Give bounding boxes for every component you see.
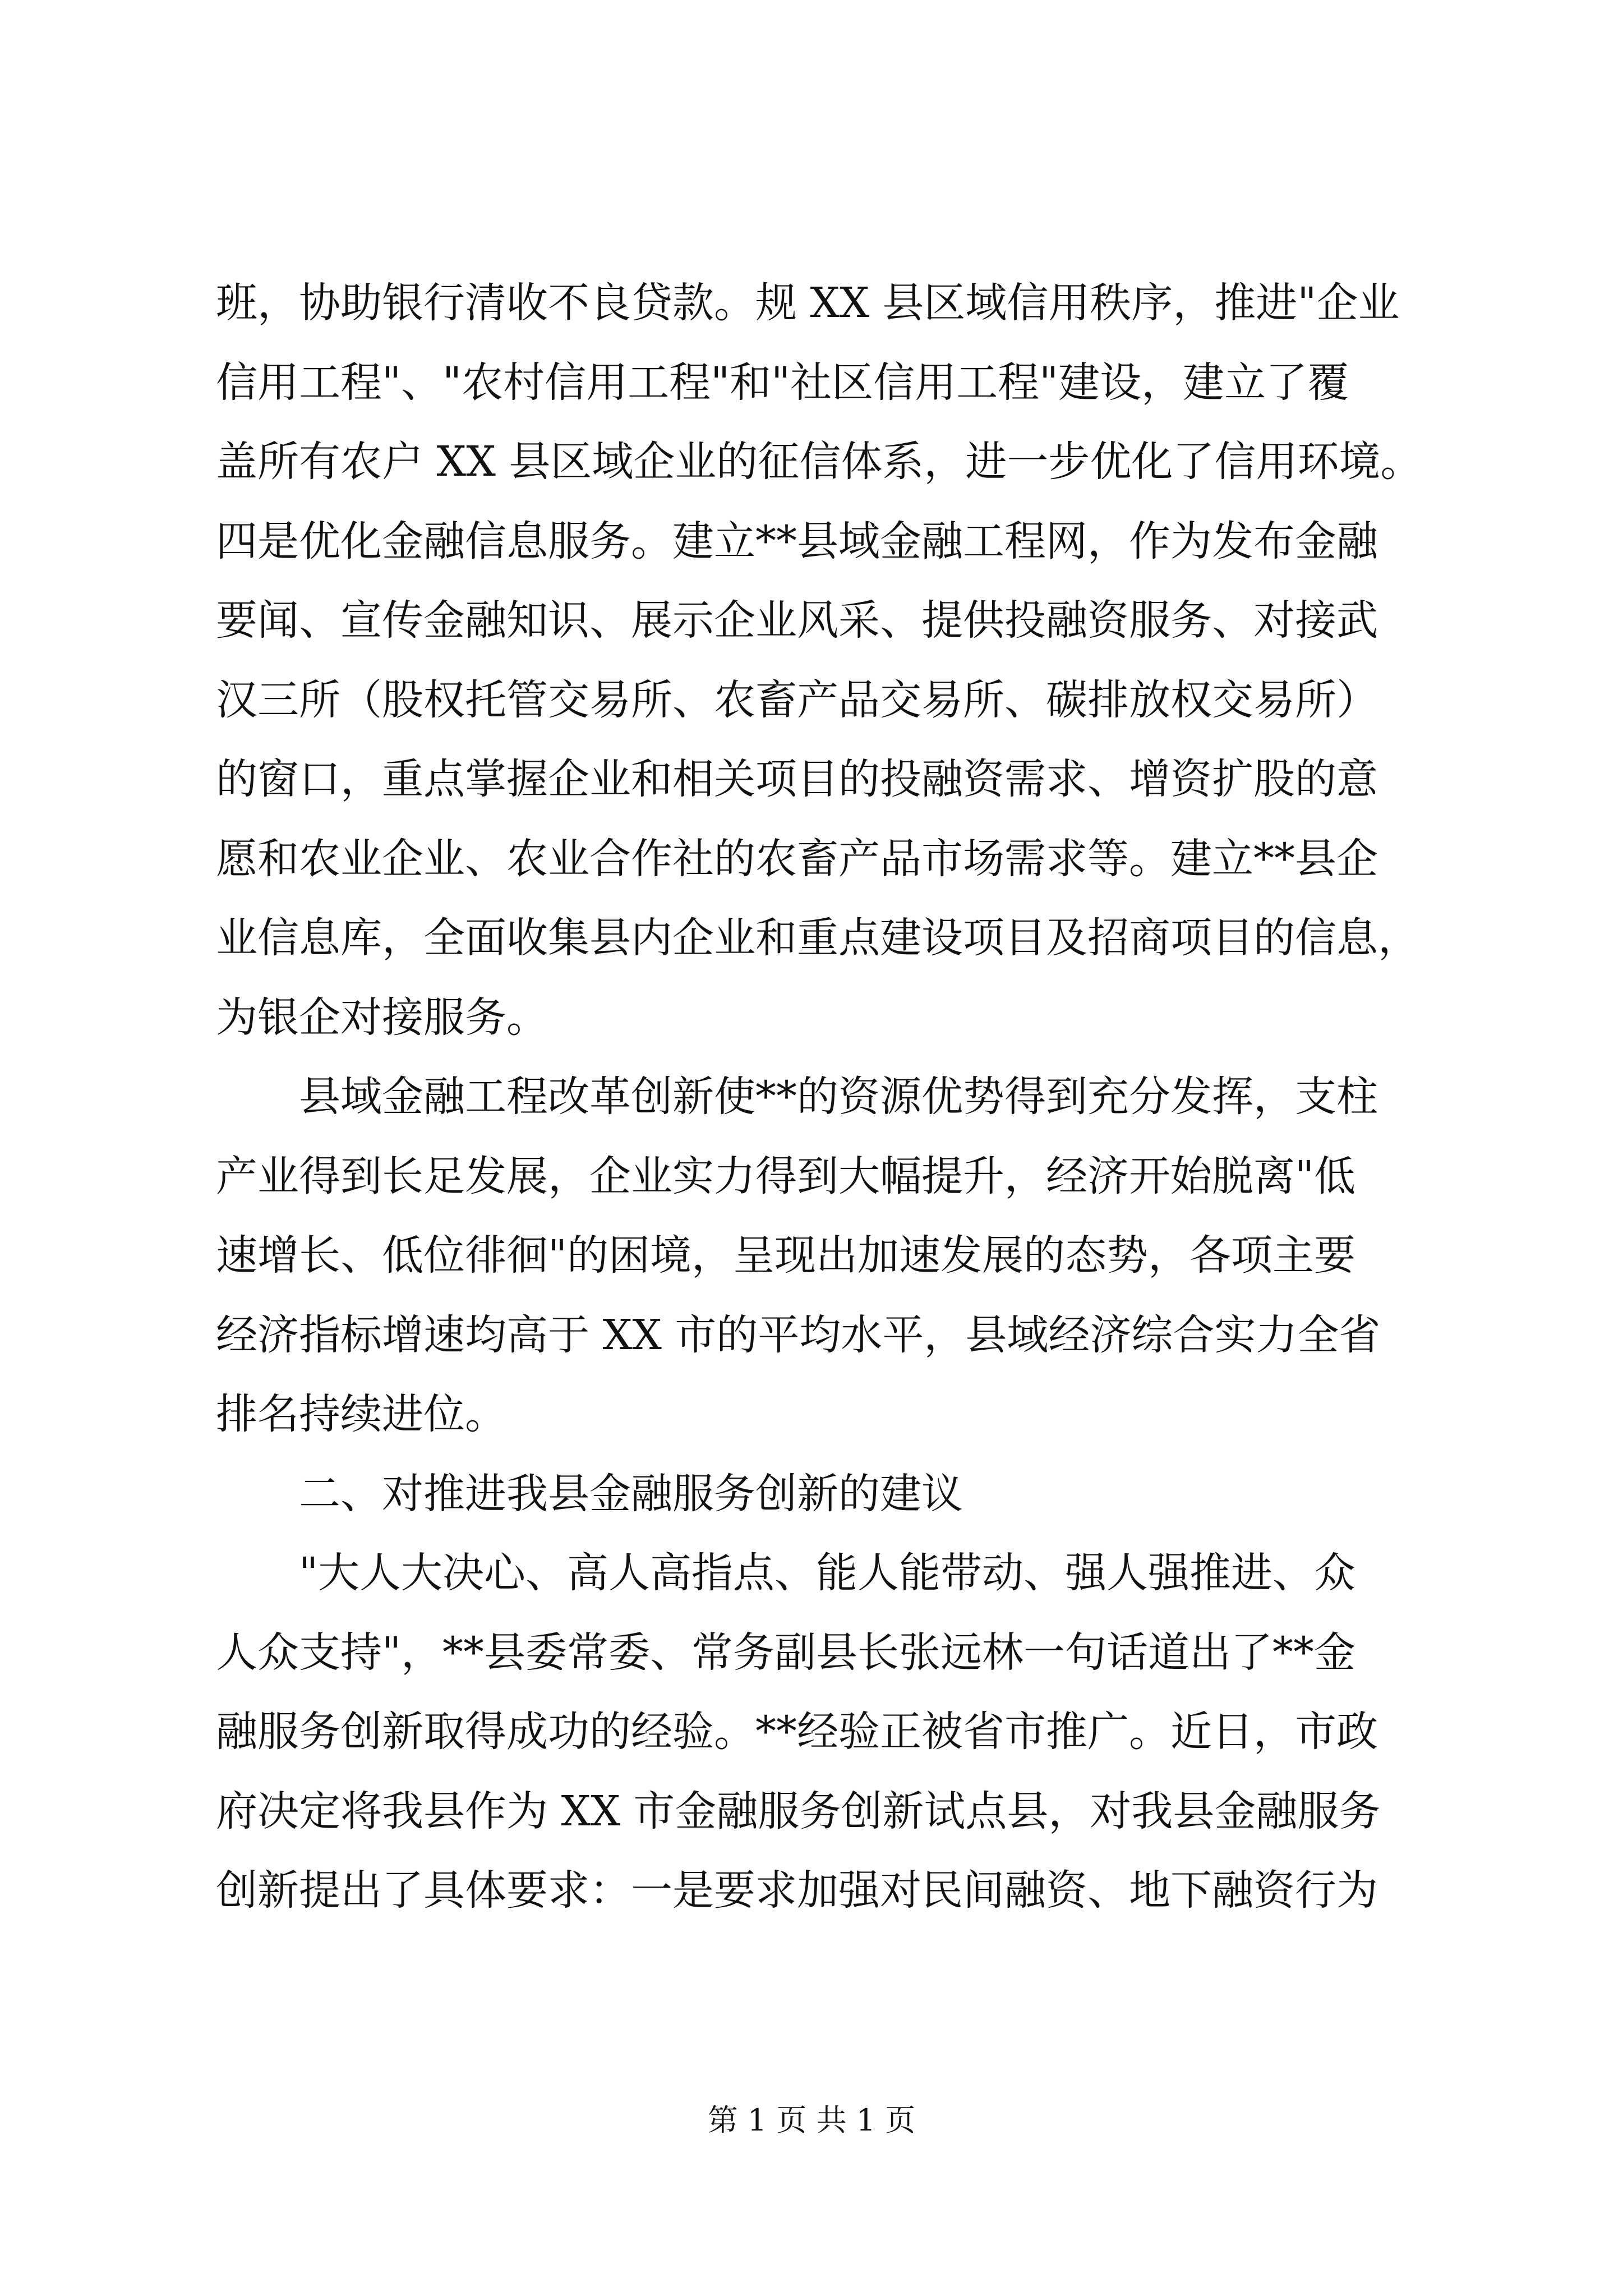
body-line: 县域金融工程改革创新使**的资源优势得到充分发挥，支柱 — [216, 1073, 1378, 1121]
body-line: 速增长、低位徘徊"的困境，呈现出加速发展的态势，各项主要 — [216, 1231, 1356, 1280]
body-line: 四是优化金融信息服务。建立**县域金融工程网，作为发布金融 — [216, 517, 1378, 565]
body-line: 的窗口，重点掌握企业和相关项目的投融资需求、增资扩股的意 — [216, 755, 1378, 803]
body-line: 排名持续进位。 — [216, 1390, 506, 1438]
body-line: 班，协助银行清收不良贷款。规 XX 县区域信用秩序，推进"企业 — [216, 279, 1400, 327]
body-line: 融服务创新取得成功的经验。**经验正被省市推广。近日，市政 — [216, 1708, 1378, 1756]
body-line: 汉三所（股权托管交易所、农畜产品交易所、碳排放权交易所） — [216, 675, 1378, 724]
document-body — [216, 264, 1422, 1931]
body-line: 产业得到长足发展，企业实力得到大幅提升，经济开始脱离"低 — [216, 1152, 1356, 1200]
body-line: 为银企对接服务。 — [216, 993, 548, 1042]
body-line: "大人大决心、高人高指点、能人能带动、强人强推进、众 — [216, 1549, 1356, 1597]
body-line: 要闻、宣传金融知识、展示企业风采、提供投融资服务、对接武 — [216, 596, 1378, 645]
body-line: 创新提出了具体要求：一是要求加强对民间融资、地下融资行为 — [216, 1866, 1378, 1915]
body-line: 府决定将我县作为 XX 市金融服务创新试点县，对我县金融服务 — [216, 1787, 1381, 1835]
page-footer: 第 1 页 共 1 页 — [707, 2102, 916, 2138]
body-line: 信用工程"、"农村信用工程"和"社区信用工程"建设，建立了覆 — [216, 358, 1349, 407]
body-line: 盖所有农户 XX 县区域企业的征信体系，进一步优化了信用环境。 — [216, 438, 1422, 486]
body-line: 业信息库，全面收集县内企业和重点建设项目及招商项目的信息， — [216, 914, 1419, 962]
body-line: 人众支持"，**县委常委、常务副县长张远林一句话道出了**金 — [216, 1628, 1356, 1677]
body-line: 愿和农业企业、农业合作社的农畜产品市场需求等。建立**县企 — [216, 834, 1378, 883]
body-line: 经济指标增速均高于 XX 市的平均水平，县域经济综合实力全省 — [216, 1310, 1381, 1359]
section-heading: 二、对推进我县金融服务创新的建议 — [216, 1469, 963, 1518]
